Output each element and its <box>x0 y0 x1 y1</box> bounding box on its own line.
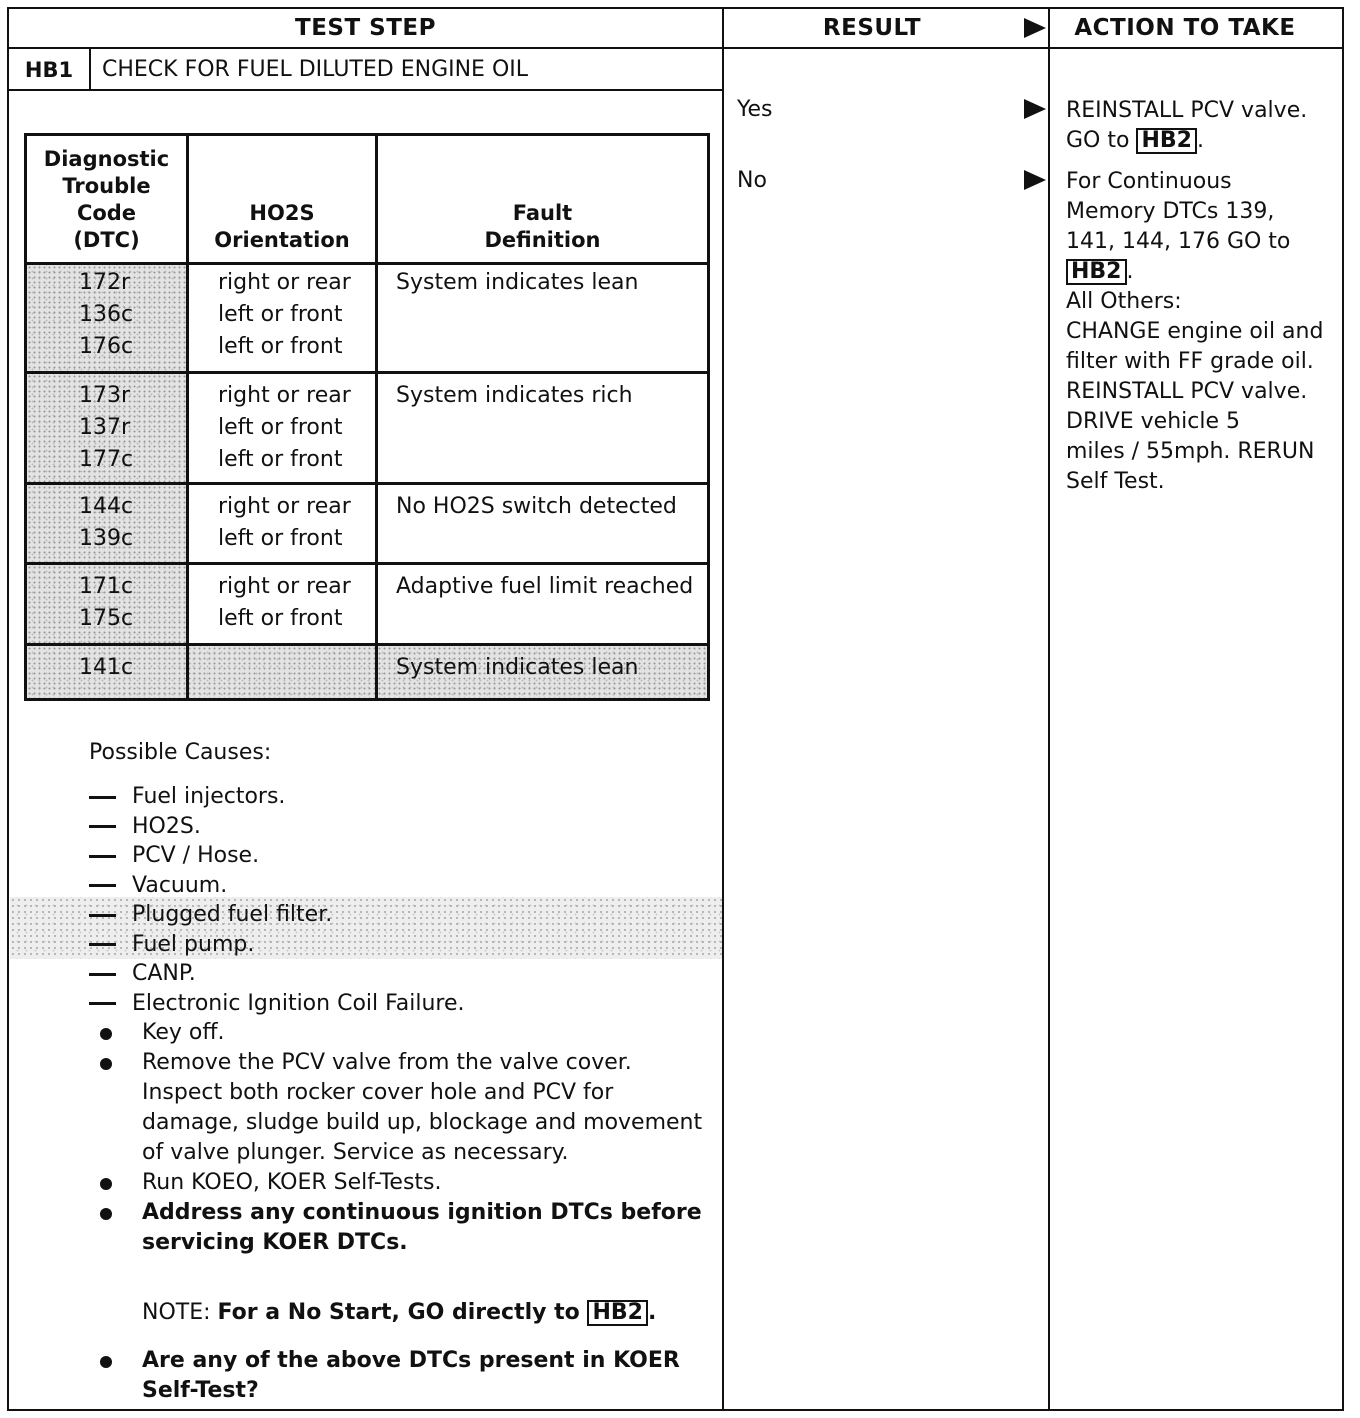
dtc-code: 175c <box>79 606 134 631</box>
header-line: Fault <box>512 201 573 225</box>
dtc-codes <box>79 571 133 635</box>
dtc-code: 137r <box>79 415 131 440</box>
dtc-codes <box>79 380 133 476</box>
header-line: HO2S <box>249 201 315 225</box>
dtc-codes <box>79 491 133 555</box>
list-item <box>89 841 465 871</box>
arrow-icon <box>1024 99 1046 119</box>
dtc-code: 144c <box>79 494 134 519</box>
step-text: Remove the PCV valve from the valve cover. Inspect both rocker cover hole and PCV for damage, sludge build up, blockage and movement of valve plunger. Service as necessary. <box>142 1050 703 1165</box>
action-line: miles / 55mph. RERUN <box>1066 439 1315 464</box>
column-divider-left <box>722 7 724 1411</box>
cause-text: Vacuum. <box>132 872 228 898</box>
dash-icon <box>89 914 116 917</box>
header-line: Code <box>76 201 137 225</box>
dash-icon <box>89 825 116 828</box>
cause-text: CANP. <box>132 961 196 986</box>
header-test-step: TEST STEP <box>295 15 436 41</box>
arrow-icon <box>1024 18 1046 38</box>
action-line: . <box>1196 128 1204 153</box>
header-line: Trouble <box>62 174 151 198</box>
action-line: All Others: <box>1066 289 1182 314</box>
orientation-line: left or front <box>218 526 343 551</box>
column-divider-right <box>1048 7 1050 1411</box>
procedure-steps <box>98 1018 708 1258</box>
dash-icon <box>89 973 116 976</box>
orientation-cell <box>218 380 351 476</box>
cause-text: Plugged fuel filter. <box>132 902 333 927</box>
list-item <box>89 989 465 1019</box>
dtc-code: 173r <box>79 383 131 408</box>
orientation-line: right or rear <box>218 494 351 519</box>
orientation-header <box>189 200 375 254</box>
list-item <box>98 1346 708 1406</box>
fault-cell: System indicates rich <box>396 383 633 408</box>
list-item <box>98 1018 708 1048</box>
action-line: . <box>1126 259 1134 284</box>
row-line <box>27 482 707 485</box>
header-line: Orientation <box>214 228 350 252</box>
bullet-icon <box>100 1028 112 1040</box>
dtc-code: 171c <box>79 574 134 599</box>
orientation-cell <box>218 267 351 363</box>
action-line: filter with FF grade oil. <box>1066 349 1314 374</box>
dtc-code: 141c <box>79 655 134 680</box>
action-column <box>1066 96 1342 497</box>
cause-text: PCV / Hose. <box>132 843 260 868</box>
row-line <box>27 262 707 265</box>
header-line: Diagnostic <box>43 147 170 171</box>
action-line: 141, 144, 176 GO to <box>1066 229 1291 254</box>
action-line: REINSTALL PCV valve. <box>1066 379 1308 404</box>
step-reference: HB2 <box>1066 259 1127 285</box>
list-item <box>98 1198 708 1258</box>
action-line: REINSTALL PCV valve. <box>1066 98 1308 123</box>
dtc-code: 176c <box>79 334 134 359</box>
fault-cell: System indicates lean <box>396 270 639 295</box>
orientation-line: left or front <box>218 606 343 631</box>
list-item <box>98 1168 708 1198</box>
note-text: For a No Start, GO directly to <box>217 1300 588 1325</box>
list-item <box>89 782 465 812</box>
step-text: Address any continuous ignition DTCs before servicing KOER DTCs. <box>142 1200 702 1255</box>
list-item <box>89 812 465 842</box>
note-suffix: . <box>647 1300 657 1325</box>
action-line: CHANGE engine oil and <box>1066 319 1324 344</box>
action-line: Memory DTCs 139, <box>1066 199 1275 224</box>
header-line: Definition <box>484 228 601 252</box>
orientation-line: left or front <box>218 334 343 359</box>
header-line: (DTC) <box>73 228 140 252</box>
note <box>142 1300 656 1326</box>
fault-cell: System indicates lean <box>396 655 639 680</box>
dtc-codes <box>79 652 133 684</box>
step-reference: HB2 <box>587 1300 648 1326</box>
dtc-code: 177c <box>79 447 134 472</box>
action-line: DRIVE vehicle 5 <box>1066 409 1241 434</box>
result-no: No <box>737 168 767 193</box>
fault-cell: Adaptive fuel limit reached <box>396 574 694 599</box>
step-id: HB1 <box>24 57 74 82</box>
dash-icon <box>89 855 116 858</box>
dash-icon <box>89 884 116 887</box>
action-line: For Continuous <box>1066 169 1232 194</box>
dash-icon <box>89 943 116 946</box>
step-id-divider <box>89 47 91 90</box>
question-step <box>98 1346 708 1406</box>
dtc-code: 139c <box>79 526 134 551</box>
row-line <box>27 643 707 646</box>
list-item <box>98 1048 708 1168</box>
fault-cell: No HO2S switch detected <box>396 494 677 519</box>
result-yes: Yes <box>737 97 773 122</box>
list-item <box>89 900 465 930</box>
row-line <box>27 371 707 374</box>
arrow-icon <box>1024 170 1046 190</box>
row-line <box>27 562 707 565</box>
orientation-line: left or front <box>218 447 343 472</box>
cause-text: Fuel pump. <box>132 931 255 957</box>
header-result: RESULT <box>822 15 922 41</box>
possible-causes-list <box>89 782 465 1018</box>
orientation-line: left or front <box>218 415 343 440</box>
step-text: Run KOEO, KOER Self-Tests. <box>142 1170 442 1195</box>
orientation-line: left or front <box>218 302 343 327</box>
orientation-line: right or rear <box>218 574 351 599</box>
cause-text: HO2S. <box>132 813 201 839</box>
header-action: ACTION TO TAKE <box>1074 15 1296 41</box>
action-line: GO to <box>1066 128 1137 153</box>
question-text: Are any of the above DTCs present in KOER Self-Test? <box>142 1348 680 1403</box>
list-item <box>89 871 465 901</box>
note-prefix: NOTE: <box>142 1300 218 1325</box>
orientation-cell <box>218 491 351 555</box>
dtc-table <box>24 133 710 701</box>
dtc-code: 136c <box>79 302 134 327</box>
action-no <box>1066 167 1342 497</box>
dash-icon <box>89 1002 116 1005</box>
orientation-line: right or rear <box>218 270 351 295</box>
orientation-line: right or rear <box>218 383 351 408</box>
list-item <box>89 930 465 960</box>
dtc-header <box>27 146 186 254</box>
bullet-icon <box>100 1058 112 1070</box>
bullet-icon <box>100 1178 112 1190</box>
dtc-codes <box>79 267 133 363</box>
step-title: CHECK FOR FUEL DILUTED ENGINE OIL <box>102 57 529 82</box>
orientation-cell <box>218 571 351 635</box>
bullet-icon <box>100 1356 112 1368</box>
list-item <box>89 959 465 989</box>
cause-text: Fuel injectors. <box>132 784 286 809</box>
fault-header <box>378 200 707 254</box>
action-line: Self Test. <box>1066 469 1165 494</box>
possible-causes-heading: Possible Causes: <box>89 740 272 765</box>
action-yes <box>1066 96 1342 156</box>
dtc-code: 172r <box>79 270 131 295</box>
bullet-icon <box>100 1208 112 1220</box>
step-text: Key off. <box>142 1020 225 1045</box>
dash-icon <box>89 796 116 799</box>
cause-text: Electronic Ignition Coil Failure. <box>132 990 465 1016</box>
step-reference: HB2 <box>1136 128 1197 154</box>
